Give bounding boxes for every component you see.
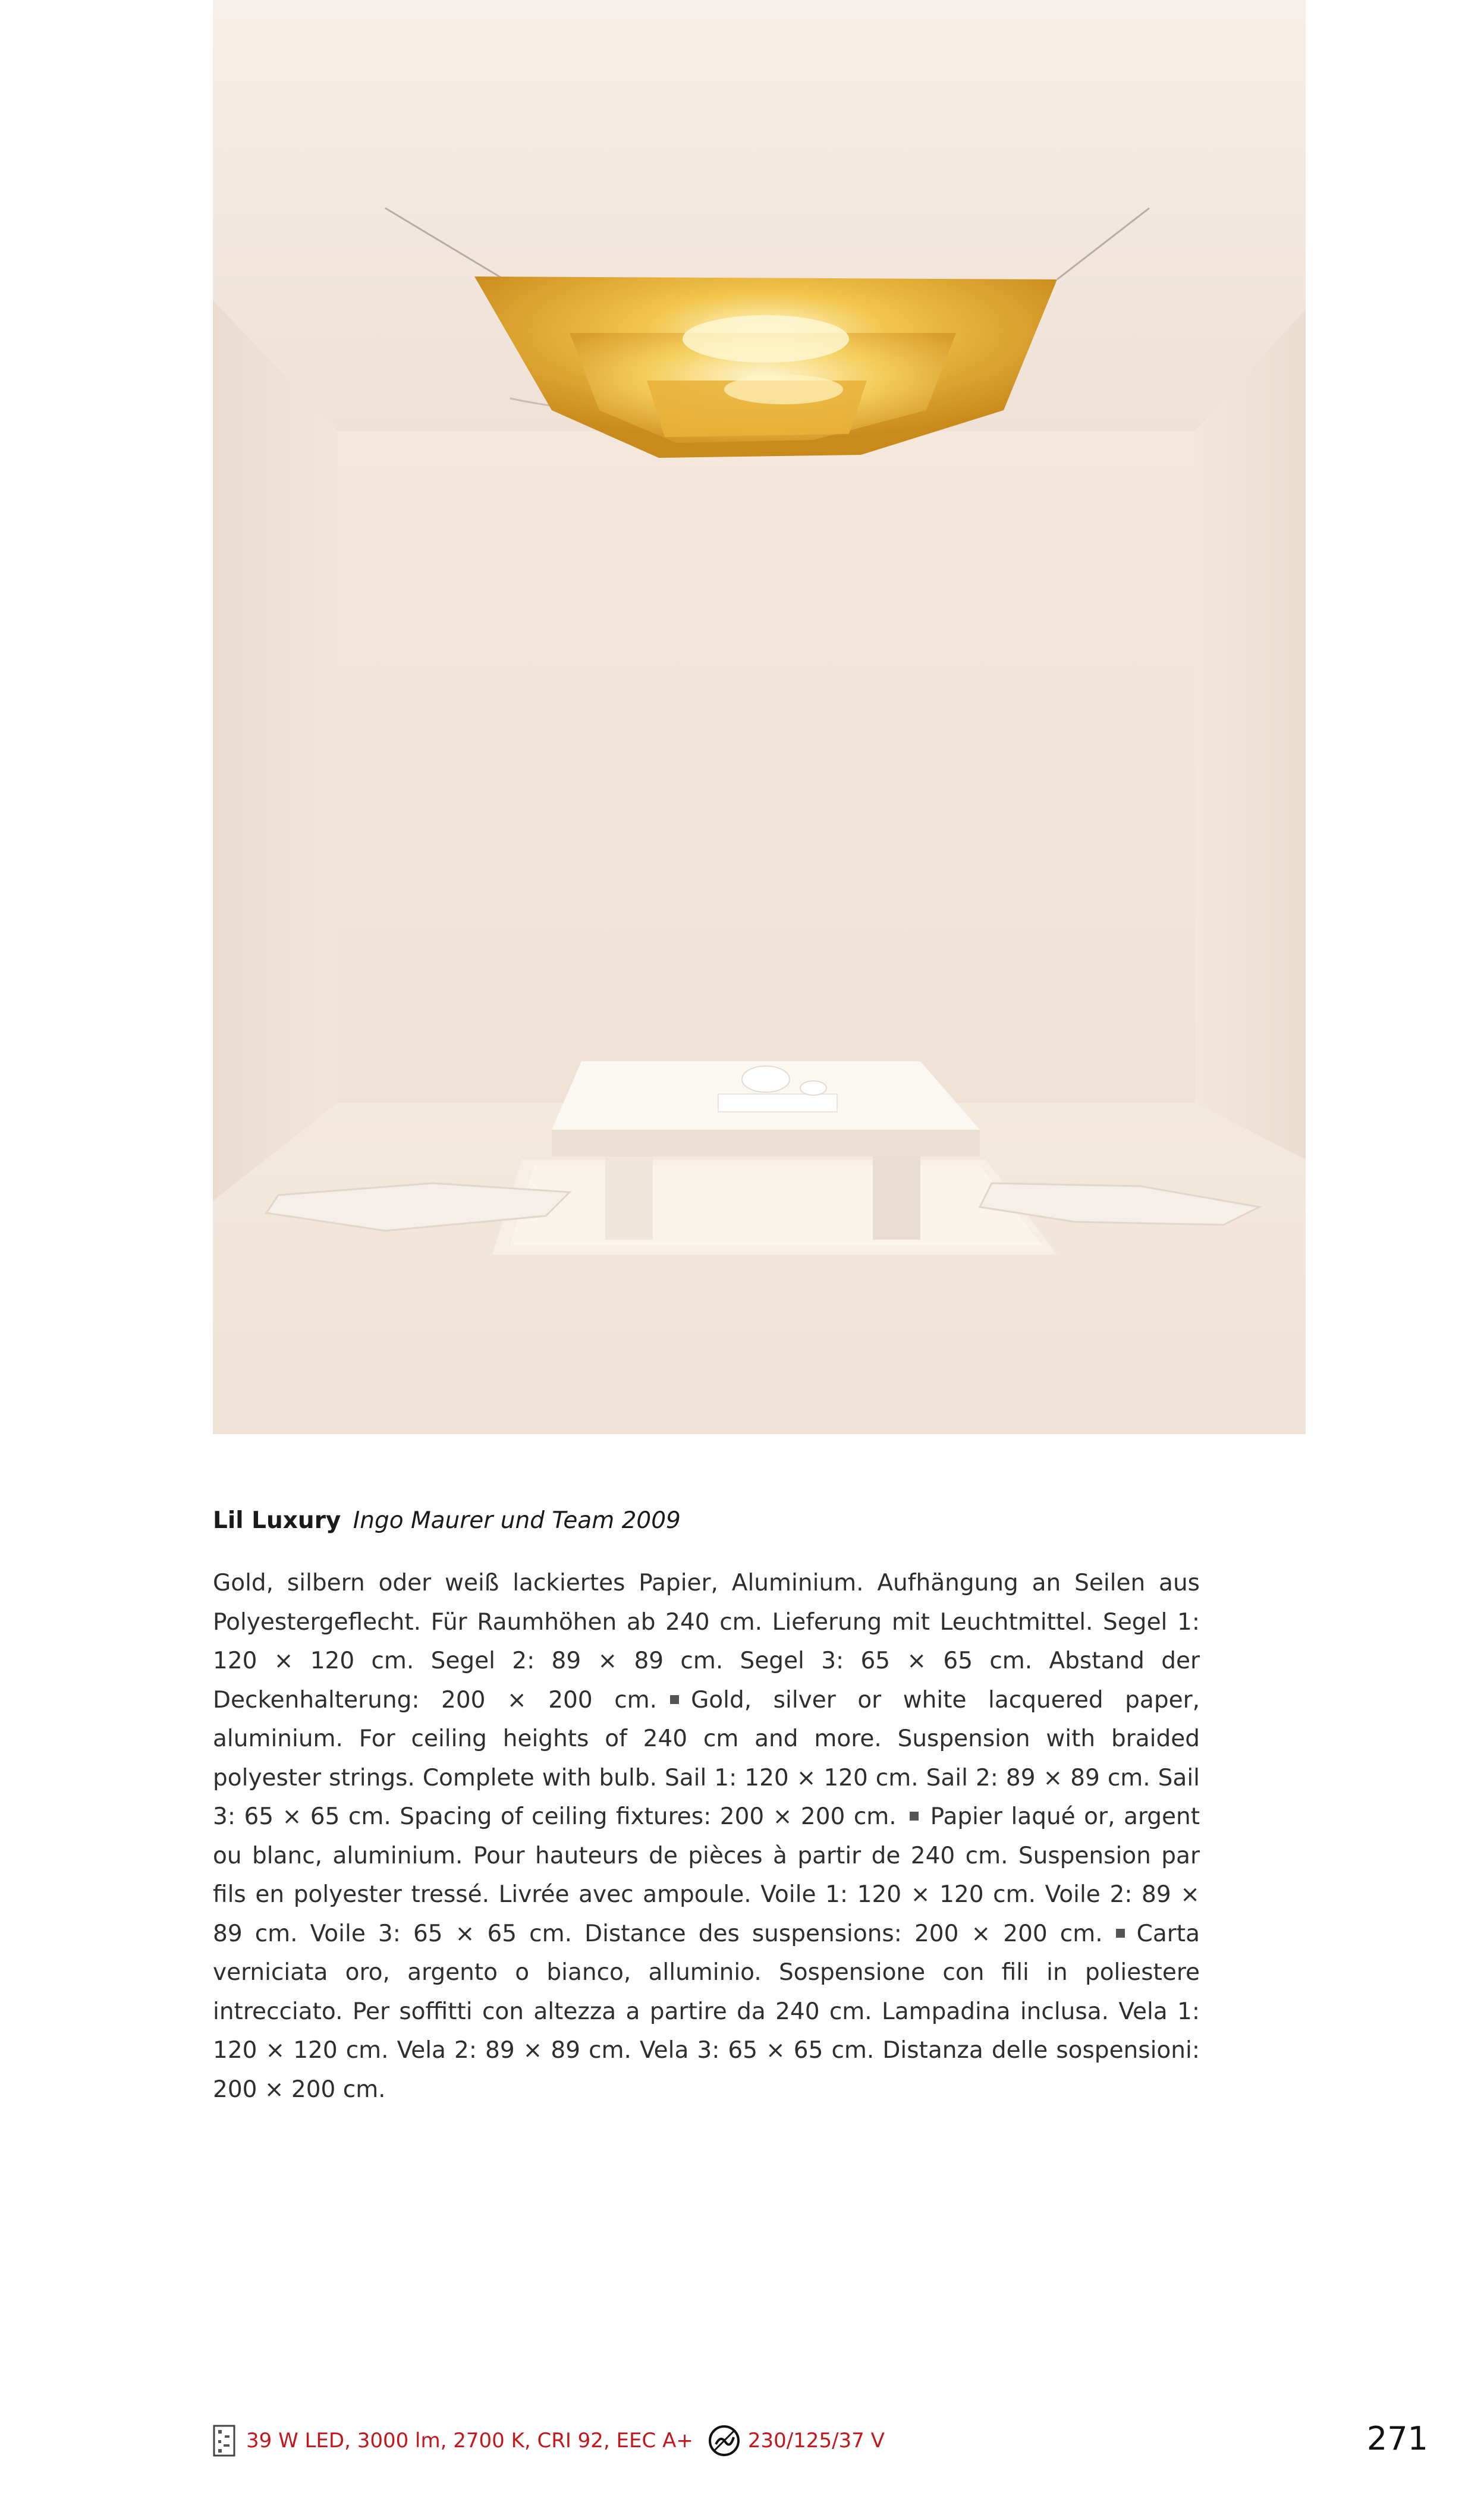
separator-square-icon: [670, 1695, 679, 1704]
footer-voltage-text: 230/125/37 V: [747, 2429, 885, 2453]
product-designer: Ingo Maurer und Team 2009: [353, 1507, 681, 1534]
page-number: 271: [1366, 2420, 1428, 2457]
room-scene-illustration: [213, 0, 1306, 1434]
technical-specs-footer: [213, 2423, 1283, 2459]
product-heading: [213, 1505, 1200, 1536]
description-en: Gold, silver or white lacquered paper, aluminium. For ceiling heights of 240 cm and more. Suspension with braided polyester strings. Complete with bulb. Sail 1: 120 × 120 cm. Sail 2: 89 × 89 cm. Sail 3: 65 × 65 cm. Spacing of ceiling fixtures: 200 × 200 cm.: [213, 1686, 1200, 1830]
footer-specs-text: 39 W LED, 3000 lm, 2700 K, CRI 92, EEC A+: [246, 2429, 693, 2453]
description-fr: Papier laqué or, argent ou blanc, aluminium. Pour hauteurs de pièces à partir de 240 cm. Suspension par fils en polyester tressé. Livrée avec ampoule. Voile 1: 120 × 120 cm. Voile 2: 89 × 89 cm. Voile 3: 65 × 65 cm. Distance des suspensions: 200 × 200 cm.: [213, 1803, 1200, 1947]
description-it: Carta verniciata oro, argento o bianco, alluminio. Sospensione con fili in poliestere intrecciato. Per soffitti con altezza a partire da 240 cm. Lampadina inclusa. Vela 1: 120 × 120 cm. Vela 2: 89 × 89 cm. Vela 3: 65 × 65 cm. Distanza delle sospensioni: 200 × 200 cm.: [213, 1920, 1200, 2103]
description-de: Gold, silbern oder weiß lackiertes Papier, Aluminium. Aufhängung an Seilen aus Polyestergeflecht. Für Raumhöhen ab 240 cm. Lieferung mit Leuchtmittel. Segel 1: 120 × 120 cm. Segel 2: 89 × 89 cm. Segel 3: 65 × 65 cm. Abstand der Deckenhalterung: 200 × 200 cm.: [213, 1570, 1200, 1714]
transformer-icon: [708, 2424, 741, 2457]
lamp-spec-icon: [213, 2425, 235, 2457]
separator-square-icon: [1116, 1929, 1125, 1938]
description-paragraph: [213, 1564, 1200, 2109]
separator-square-icon: [910, 1812, 919, 1821]
product-name: Lil Luxury: [213, 1507, 341, 1534]
product-photo: [213, 0, 1306, 1434]
product-description: [213, 1564, 1200, 2109]
